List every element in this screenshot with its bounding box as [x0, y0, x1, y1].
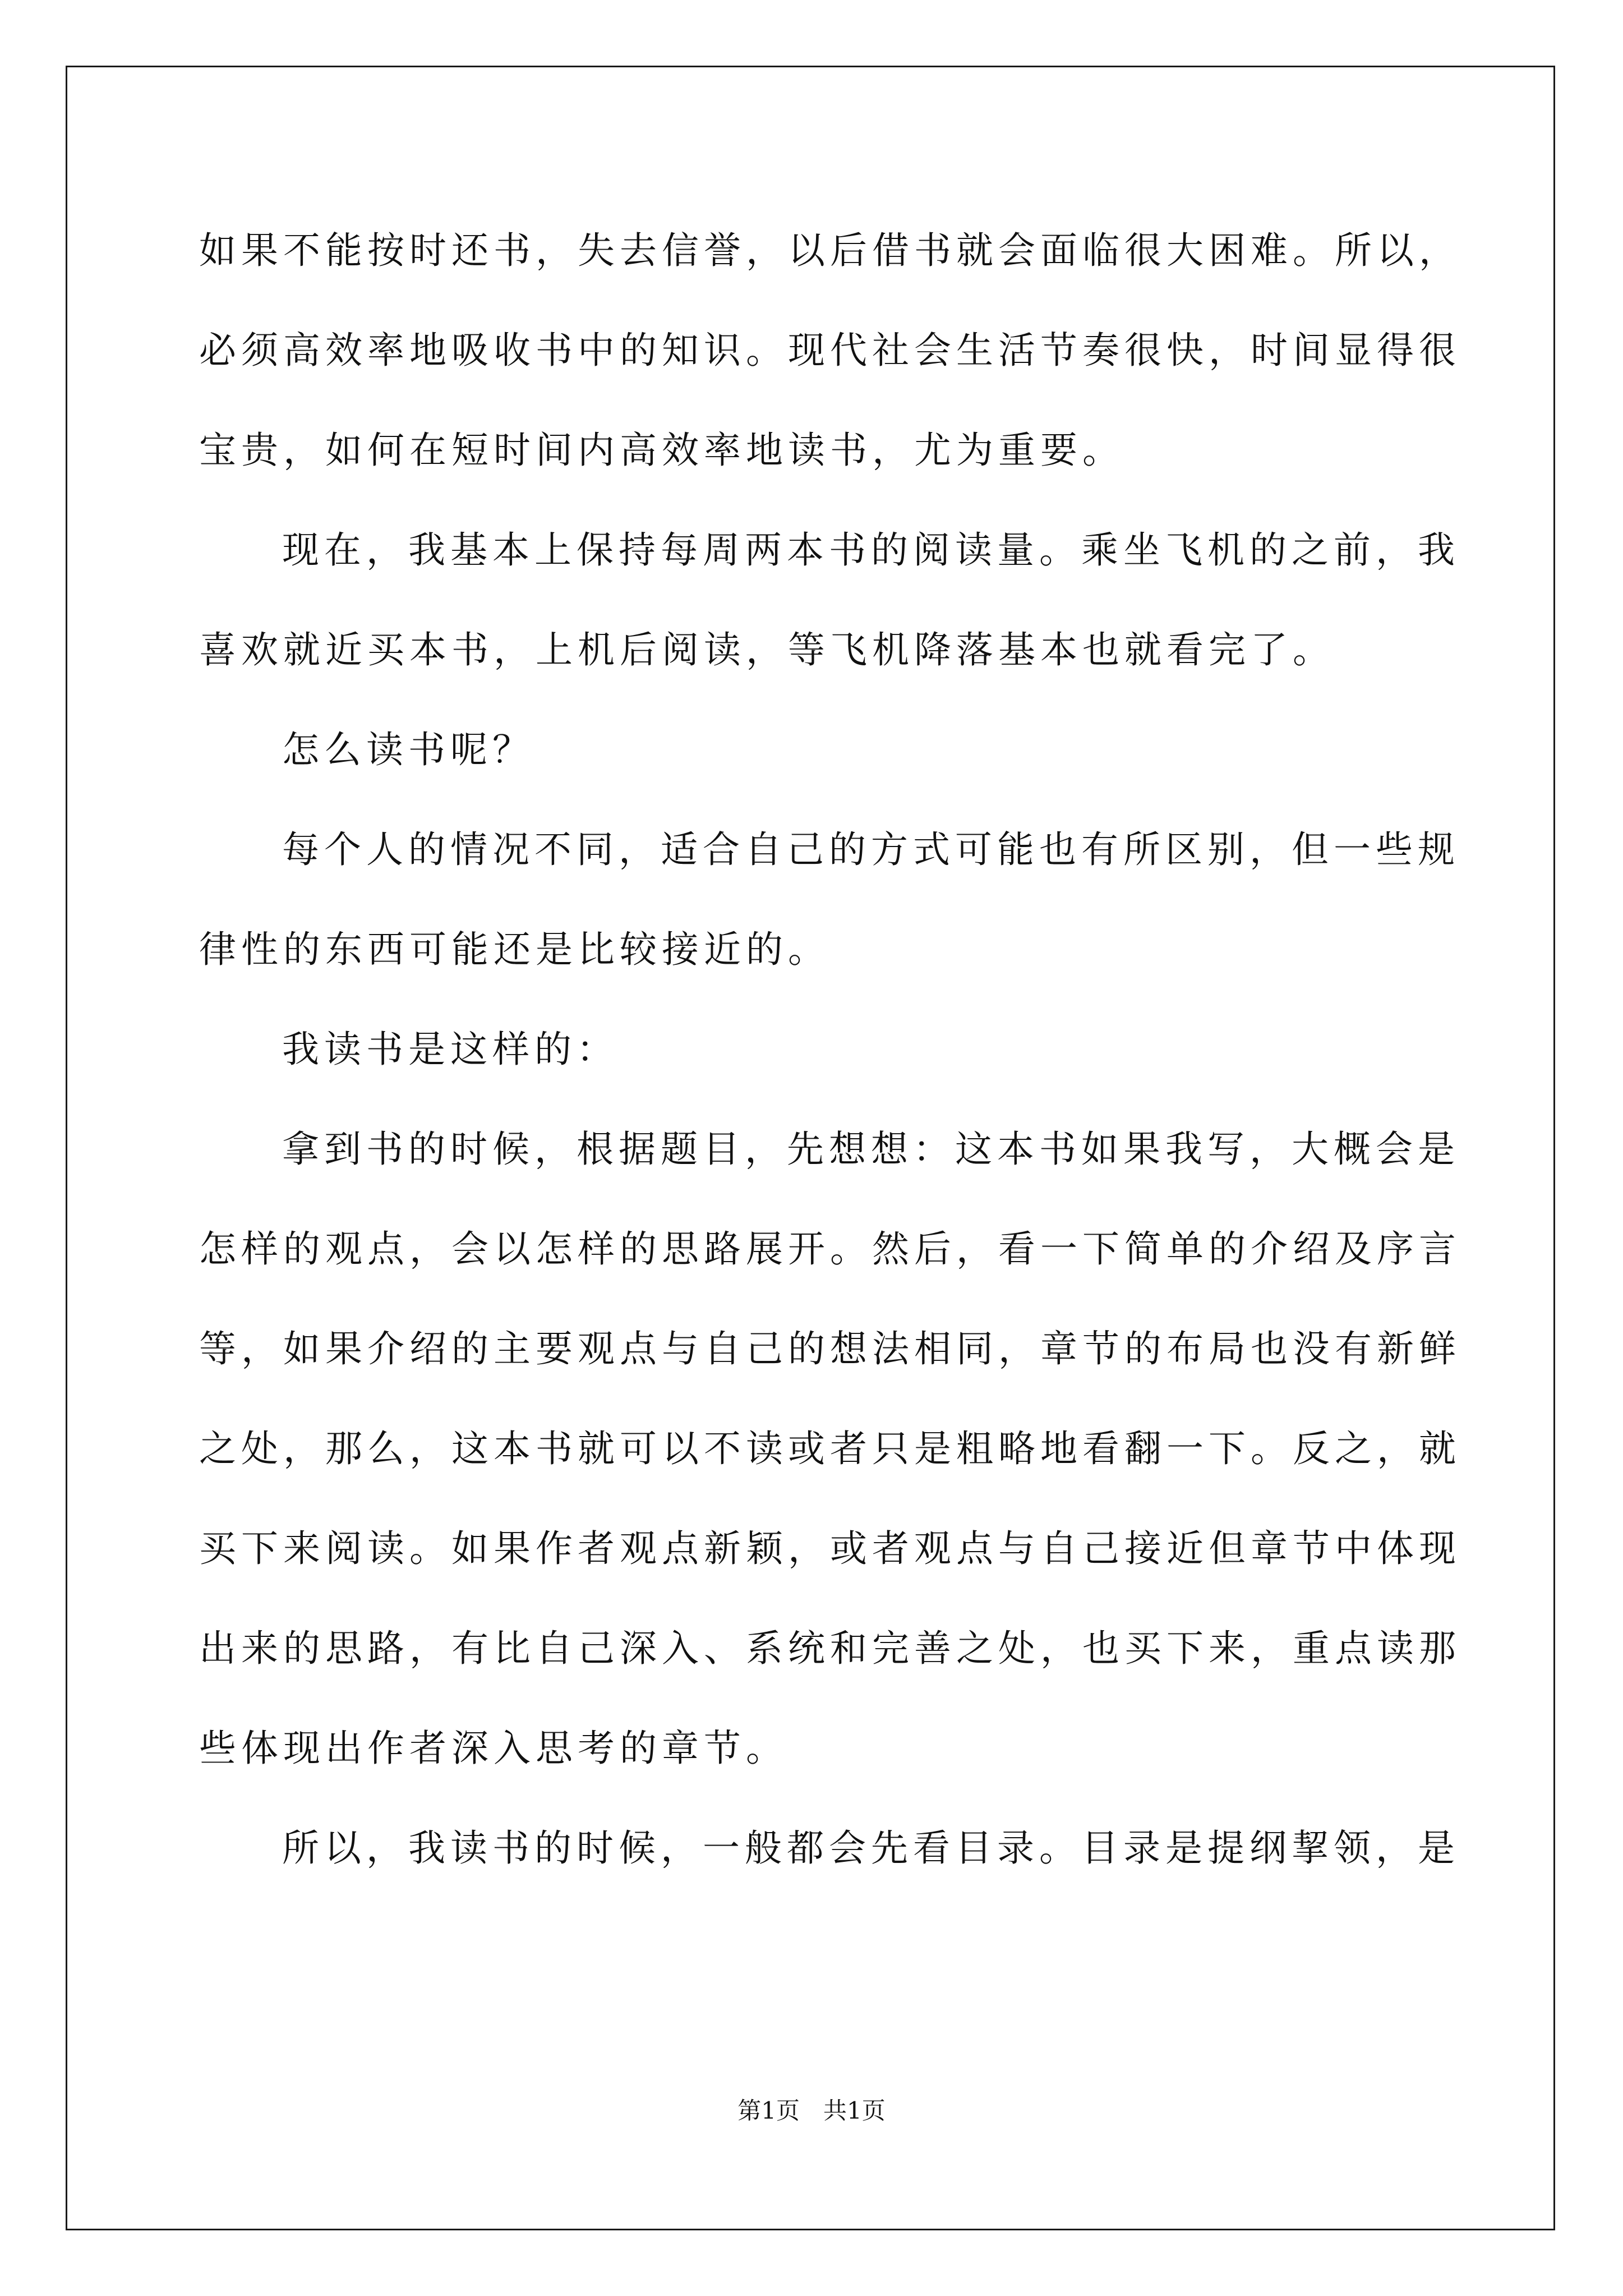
text-line: 我读书是这样的：	[282, 1028, 619, 1071]
text-line: 之处，那么，这本书就可以不读或者只是粗略地看翻一下。反之，就	[199, 1427, 1461, 1470]
text-line: 律性的东西可能还是比较接近的。	[199, 928, 830, 971]
text-line: 宝贵，如何在短时间内高效率地读书，尤为重要。	[199, 429, 1124, 472]
text-line: 等，如果介绍的主要观点与自己的想法相同，章节的布局也没有新鲜	[199, 1327, 1461, 1370]
text-line: 怎么读书呢？	[282, 728, 534, 771]
text-line: 买下来阅读。如果作者观点新颖，或者观点与自己接近但章节中体现	[199, 1527, 1461, 1570]
text-line: 所以，我读书的时候，一般都会先看目录。目录是提纲挈领，是	[282, 1826, 1460, 1870]
text-line: 如果不能按时还书，失去信誉，以后借书就会面临很大困难。所以，	[199, 229, 1461, 272]
document-body	[199, 201, 1461, 1898]
text-line: 必须高效率地吸收书中的知识。现代社会生活节奏很快，时间显得很	[199, 329, 1461, 372]
text-line: 现在，我基本上保持每周两本书的阅读量。乘坐飞机的之前，我	[282, 528, 1460, 572]
text-line: 出来的思路，有比自己深入、系统和完善之处，也买下来，重点读那	[199, 1627, 1461, 1670]
text-line: 怎样的观点，会以怎样的思路展开。然后，看一下简单的介绍及序言	[199, 1227, 1461, 1271]
text-line: 拿到书的时候，根据题目，先想想：这本书如果我写，大概会是	[282, 1128, 1460, 1171]
text-line: 些体现出作者深入思考的章节。	[199, 1727, 788, 1770]
text-line: 喜欢就近买本书，上机后阅读，等飞机降落基本也就看完了。	[199, 628, 1335, 671]
text-line: 每个人的情况不同，适合自己的方式可能也有所区别，但一些规	[282, 828, 1460, 871]
page-number: 第1页 共1页	[737, 2097, 886, 2124]
